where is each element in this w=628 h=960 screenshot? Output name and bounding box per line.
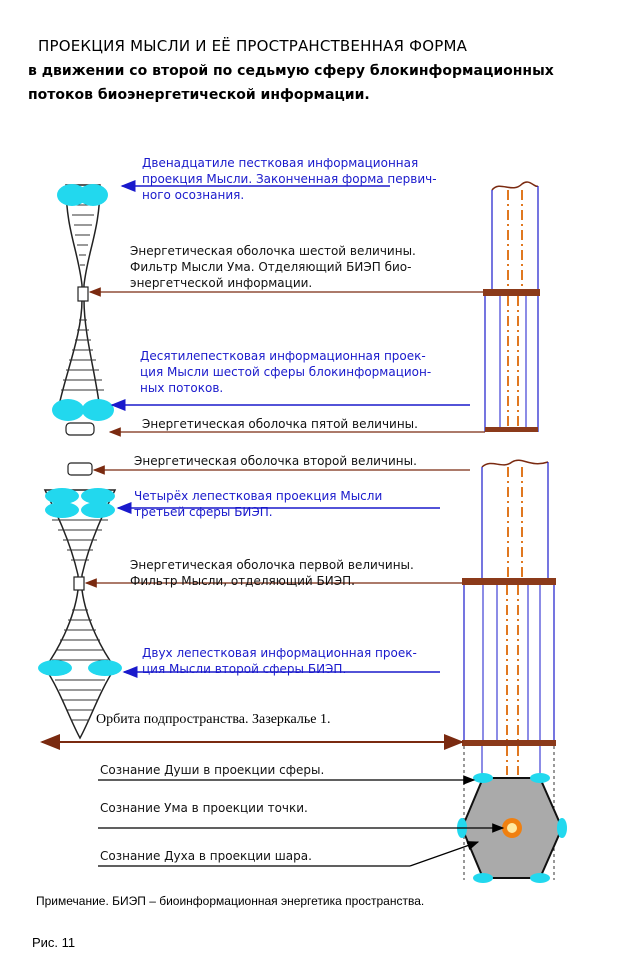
- label-shell-second: Энергетическая оболочка второй величины.: [134, 454, 417, 468]
- footnote: Примечание. БИЭП – биоинформационная энергетика пространства.: [36, 894, 425, 908]
- label-shell-sixth: Энергетическая оболочка шестой величины. Фильтр Мысли Ума. Отделяющий БИЭП био- энергетческой информации.: [130, 244, 416, 290]
- label-ten-petal: Десятилепестковая информационная проек- ция Мысли шестой сферы блокинформацион- ных потоков.: [140, 349, 432, 395]
- title-line-1: ПРОЕКЦИЯ МЫСЛИ И ЕЁ ПРОСТРАНСТВЕННАЯ ФОРМА: [38, 37, 468, 55]
- label-shell-first: Энергетическая оболочка первой величины. Фильтр Мысли, отделяющий БИЭП.: [130, 558, 414, 588]
- label-two-petal: Двух лепестковая информационная проек- ция Мысли второй сферы БИЭП.: [142, 646, 417, 676]
- title-line-2: в движении со второй по седьмую сферу блокинформационных потоков биоэнергетической информации.: [28, 63, 554, 103]
- upper-spindle: [52, 184, 114, 435]
- label-twelve-petal: Двенадцатиле пестковая информационная проекция Мысли. Законченная форма первич- ного осознания.: [142, 156, 437, 202]
- label-shell-fifth: Энергетическая оболочка пятой величины.: [142, 417, 418, 431]
- lower-spindle: [38, 463, 122, 738]
- label-soul: Сознание Души в проекции сферы.: [100, 763, 325, 777]
- label-mind: Сознание Ума в проекции точки.: [100, 801, 308, 815]
- label-spirit: Сознание Духа в проекции шара.: [100, 849, 312, 863]
- figure-caption: Рис. 11: [32, 935, 76, 950]
- label-four-petal: Четырёх лепестковая проекция Мысли третьей сферы БИЭП.: [134, 489, 383, 519]
- label-orbit: Орбита подпространства. Зазеркалье 1.: [96, 712, 331, 727]
